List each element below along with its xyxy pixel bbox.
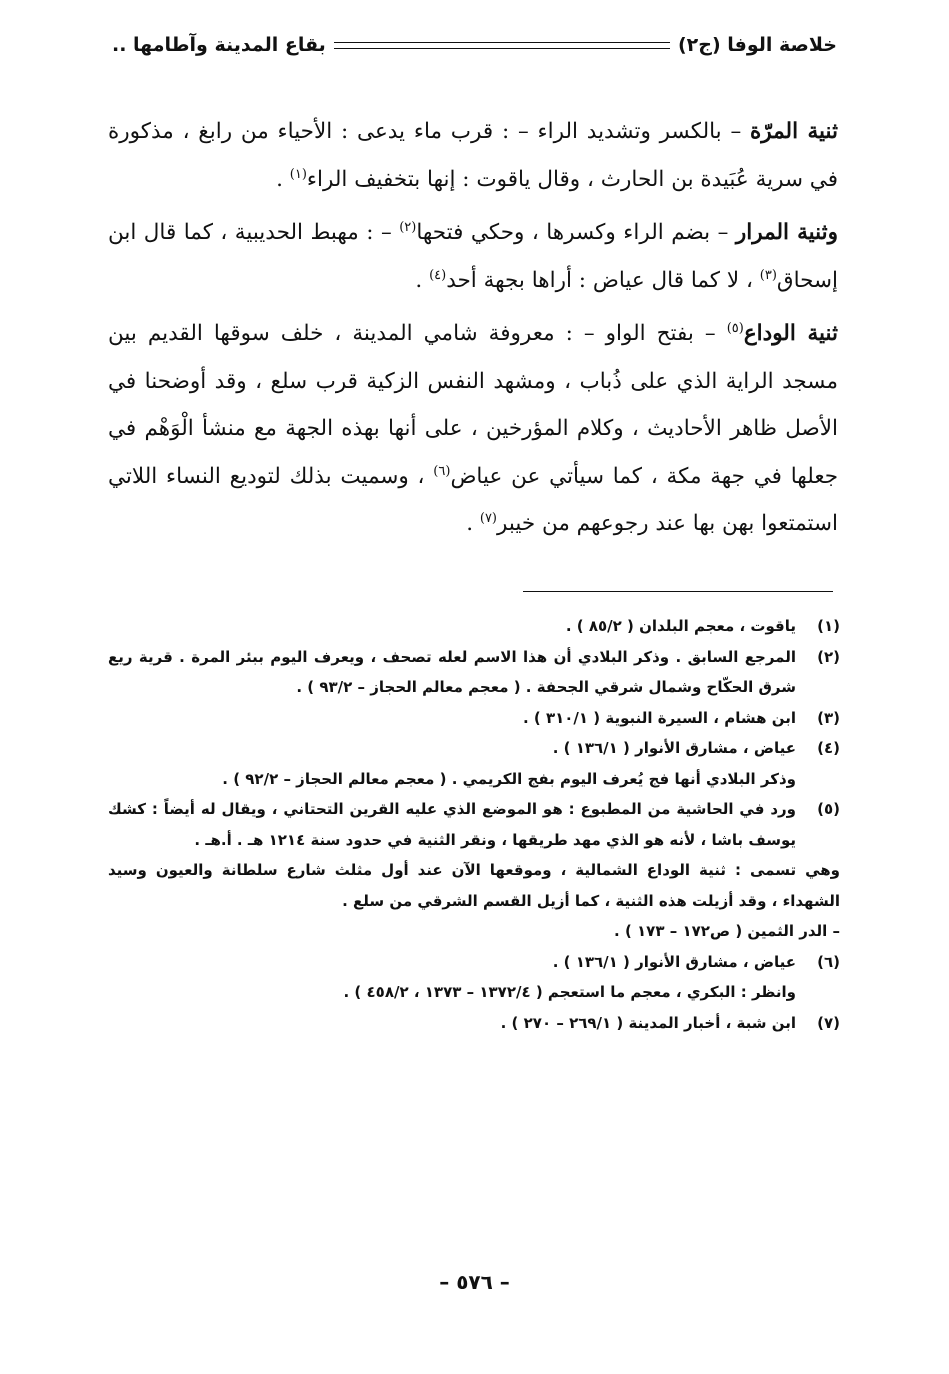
footnote-ref: (٧) [479, 510, 497, 526]
footnote-text: – الدر الثمين ( ص١٧٢ – ١٧٣ ) . [614, 922, 840, 940]
running-header [112, 28, 837, 62]
paragraph-text: ، لا كما قال عياض : أراها بجهة أحد [446, 267, 760, 293]
footnote-number: (٢) [817, 647, 840, 666]
footnote [108, 794, 840, 855]
footnote-ref: (٢) [399, 219, 417, 235]
footnotes [108, 611, 840, 1038]
footnote [108, 703, 840, 734]
footnote-text: وهي تسمى : ثنية الوداع الشمالية ، وموقعها الآن عند أول مثلث شارع سلطانة والعيون وسيد الشهداء ، وقد أزيلت هذه الثنية ، كما أزيل القسم الشرقي من سلع . [108, 861, 840, 910]
header-book-title: خلاصة الوفا (ج٢) [677, 34, 837, 56]
footnote-number: (٤) [817, 739, 840, 757]
entry-term: ثنية المرّة [750, 119, 839, 144]
footnote-text: ورد في الحاشية من المطبوع : هو الموضع الذي عليه القرين التحتاني ، ويقال له أيضاً : كشك يوسف باشا ، لأنه هو الذي مهد طريقها ، ونقر الثنية في حدود سنة ١٢١٤ هـ . أ.هـ . [108, 800, 796, 849]
footnote-ref: (٦) [433, 463, 451, 479]
paragraph-text: ، وسميت بذلك لتوديع النساء اللاتي استمتعوا بهن بها عند رجوعهم من خيبر [108, 463, 838, 536]
header-chapter-title: بقاع المدينة وآطامها .. [112, 34, 326, 56]
footnote-continuation [108, 855, 840, 916]
footnote-text: المرجع السابق . وذكر البلادي أن هذا الاسم لعله تصحف ، ويعرف اليوم ببئر المرة . قرية ريع شرق الحكّاح وشمال شرقي الجحفة . ( معجم معالم الحجاز – ٩٣/٢ ) . [108, 647, 796, 696]
paragraph-thaniyat-al-murar [108, 209, 838, 304]
paragraph-text: – بفتح الواو – : معروفة شامي المدينة ، خلف سوقها القديم بين مسجد الراية الذي على ذُباب ، ومشهد النفس الزكية قرب سلع ، وقد أوضحنا في الأصل ظاهر الأحاديث ، وكلام المؤرخين ، على أنها بهذه الجهة مع منشأ الْوَهْم في جعلها في جهة مكة ، كما سيأتي عن عياض [108, 321, 838, 489]
footnote-continuation [108, 764, 840, 795]
footnote-number: (٥) [817, 800, 840, 818]
footnote-text: ابن هشام ، السيرة النبوية ( ٣١٠/١ ) . [522, 708, 796, 727]
paragraph-thaniyat-al-murra [108, 108, 838, 203]
main-text [108, 108, 838, 554]
footnote-text: عياض ، مشارق الأنوار ( ١٣٦/١ ) . [552, 739, 796, 757]
entry-term: ثنية الوداع [743, 321, 838, 346]
footnote-continuation [108, 916, 840, 947]
footnote [108, 733, 840, 764]
footnote [108, 611, 840, 642]
paragraph-end: . [466, 511, 480, 536]
footnote-ref: (٥) [726, 320, 744, 336]
footnote-ref: (١) [289, 166, 307, 182]
footnote-text: ابن شبة ، أخبار المدينة ( ٢٦٩/١ – ٢٧٠ ) . [500, 1013, 796, 1032]
footnote-number: (١) [817, 617, 840, 635]
footnote [108, 1008, 840, 1039]
footnote [108, 642, 840, 703]
footnote-continuation [108, 977, 840, 1008]
footnote-text: ياقوت ، معجم البلدان ( ٨٥/٢ ) . [565, 617, 796, 635]
paragraph-text: – بضم الراء وكسرها ، وحكي فتحها [416, 220, 736, 245]
paragraph-text: – : مهبط الحديبية ، كما قال ابن إسحاق [108, 220, 838, 293]
paragraph-thaniyat-al-wada [108, 310, 838, 548]
header-rule [334, 42, 670, 49]
footnote-ref: (٤) [429, 267, 447, 283]
paragraph-text: – بالكسر وتشديد الراء – : قرب ماء يدعى : الأحياء من رابغ ، مذكورة في سرية عُبَيدة بن الحارث ، وقال ياقوت : إنها بتخفيف الراء [108, 119, 838, 192]
footnote-number: (٧) [817, 1013, 840, 1032]
footnote-number: (٦) [817, 952, 840, 971]
footnote-separator [523, 591, 833, 592]
footnote-text: وذكر البلادي أنها فج يُعرف اليوم بفج الكريمي . ( معجم معالم الحجاز – ٩٢/٢ ) . [222, 769, 796, 788]
footnote-text: عياض ، مشارق الأنوار ( ١٣٦/١ ) . [552, 952, 796, 971]
footnote-ref: (٣) [759, 267, 777, 283]
footnote-text: وانظر : البكري ، معجم ما استعجم ( ١٣٧٢/٤ – ١٣٧٣ ، ٤٥٨/٢ ) . [343, 983, 796, 1001]
page-number: – ٥٧٦ – [439, 1270, 510, 1294]
entry-term: وثنية المرار [735, 220, 839, 245]
footnote [108, 947, 840, 978]
footnote-number: (٣) [817, 708, 840, 727]
paragraph-end: . [415, 267, 430, 293]
paragraph-end: . [276, 166, 290, 192]
